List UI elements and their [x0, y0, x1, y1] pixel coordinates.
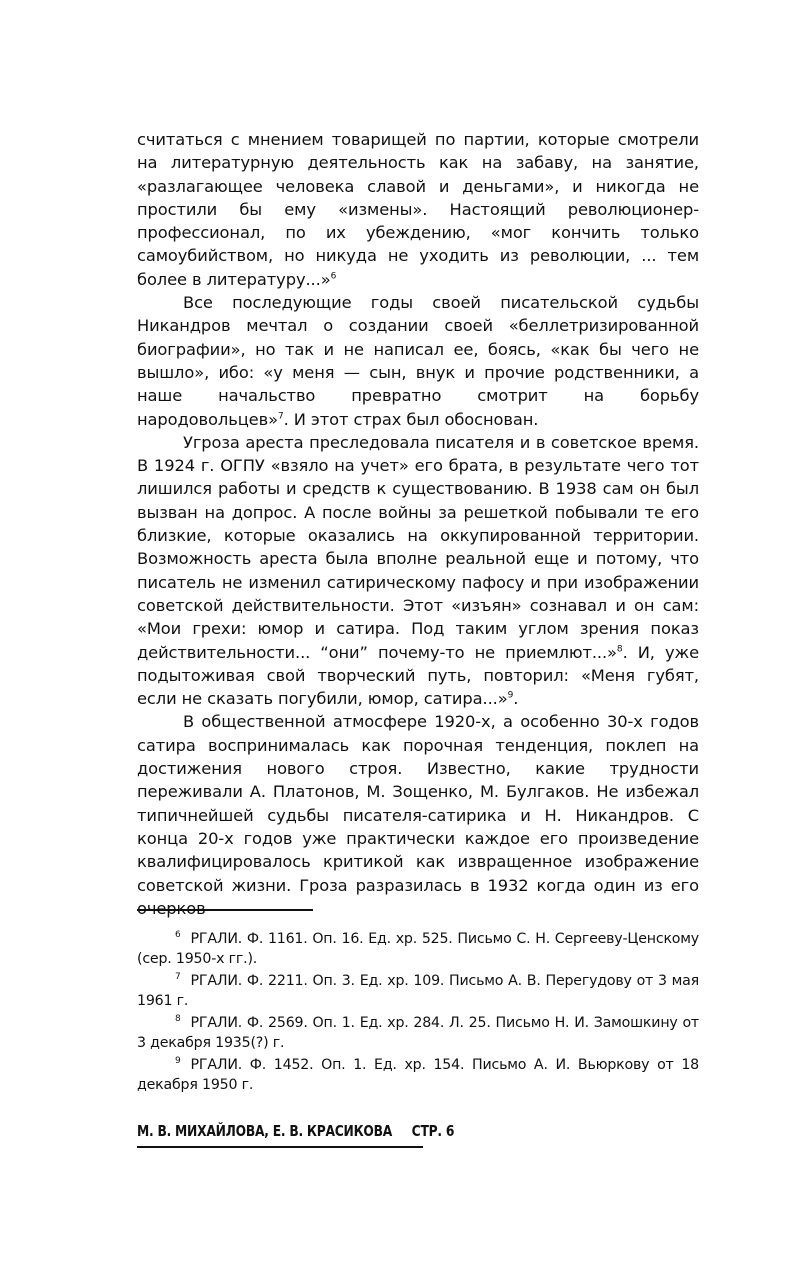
footnotes — [137, 929, 699, 1097]
paragraph-1: считаться с мнением товарищей по партии, которые смотрели на литературную деятельность как на забаву, на занятие, «разлагающее человека славой и деньгами», и никогда не простили бы ему «измены». Настоящий революционер-профессионал, по их убеждению, «мог кончить только самоубийством, но никуда не уходить из революции, ... тем более в литературу...»$^6$ — [137, 130, 699, 289]
footnote-ref-9[interactable]: 9 — [507, 690, 514, 701]
paragraph-2: Все последующие годы своей писательской судьбы Никандров мечтал о создании своей «беллетризированной биографии», но так и не написал ее, боясь, «как бы чего не вышло», ибо: «у меня — сын, внук и прочие родственники, а наше начальство превратно смотрит на борьбу народовольцев»$^7$. И этот страх был обоснован. — [137, 293, 699, 429]
page-number: СТР. 6 — [411, 1122, 455, 1140]
footnote-ref-6[interactable]: 6 — [330, 271, 337, 282]
footer-underline — [137, 1146, 423, 1148]
running-footer — [137, 1122, 455, 1144]
footer-authors: М. В. МИХАЙЛОВА, Е. В. КРАСИКОВА — [137, 1122, 393, 1140]
footnote-divider — [137, 909, 313, 911]
footnote-7: $^7$ РГАЛИ. Ф. 2211. Оп. 3. Ед. хр. 109. Письмо А. В. Перегудову от 3 мая 1961 г. — [137, 972, 699, 1009]
footnote-ref-8[interactable]: 8 — [616, 644, 623, 655]
footnote-8: $^8$ РГАЛИ. Ф. 2569. Оп. 1. Ед. хр. 284. Л. 25. Письмо Н. И. Замошкину от 3 декабря 1935(?) г. — [137, 1014, 699, 1051]
paragraph-4: В общественной атмосфере 1920-х, а особенно 30-х годов сатира воспринималась как порочная тенденция, поклеп на достижения нового строя. Известно, какие трудности переживали А. Платонов, М. Зощенко, М. Булгаков. Не избежал типичнейшей судьбы писателя-сатирика и Н. Никандров. С конца 20-х годов уже практически каждое его произведение квалифицировалось критикой как извращенное изображение советской жизни. Гроза разразилась в 1932 когда один из его очерков — [137, 712, 699, 918]
footnote-9: $^9$ РГАЛИ. Ф. 1452. Оп. 1. Ед. хр. 154. Письмо А. И. Вьюркову от 18 декабря 1950 г. — [137, 1056, 699, 1093]
main-text — [137, 128, 699, 920]
footnote-ref-7[interactable]: 7 — [277, 411, 284, 422]
paragraph-3: Угроза ареста преследовала писателя и в советское время. В 1924 г. ОГПУ «взяло на учет» его брата, в результате чего тот лишился работы и средств к существованию. В 1938 сам он был вызван на допрос. А после войны за решеткой побывали те его близкие, которые оказались на оккупированной территории. Возможность ареста была вполне реальной еще и потому, что писатель не изменил сатирическому пафосу и при изображении советской действительности. Этот «изъян» сознавал и он сам: «Мои грехи: юмор и сатира. Под таким углом зрения показ действительности... “они” почему-то не приемлют...»$^8$. И, уже подытоживая свой творческий путь, повторил: «Меня губят, если не сказать погубили, юмор, сатира...»$^9$. — [137, 432, 699, 709]
footnote-6: $^6$ РГАЛИ. Ф. 1161. Оп. 16. Ед. хр. 525. Письмо С. Н. Сергееву-Ценскому (сер. 1950-х гг.). — [137, 930, 699, 967]
